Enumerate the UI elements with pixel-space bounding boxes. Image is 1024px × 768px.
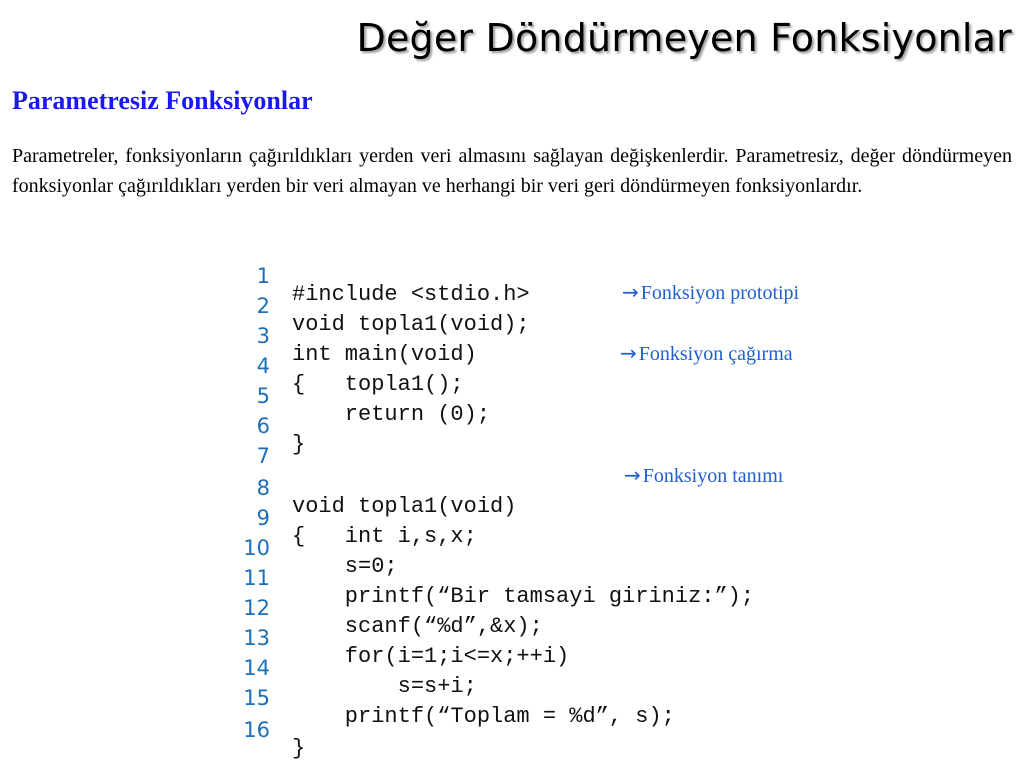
arrow-right-icon: →	[620, 341, 637, 365]
code-text: { int i,s,x;	[292, 524, 477, 549]
code-text: printf(“Bir tamsayi giriniz:”);	[292, 584, 755, 609]
annotation-call	[620, 341, 793, 366]
line-number: 6	[256, 414, 270, 438]
code-text: s=s+i;	[292, 674, 477, 699]
annotation-definition	[624, 463, 783, 488]
code-text: }	[292, 432, 306, 457]
code-text: #include <stdio.h>	[292, 282, 530, 307]
code-text: return (0);	[292, 402, 491, 427]
code-listing	[234, 246, 874, 761]
code-line-8	[234, 458, 517, 519]
code-text: printf(“Toplam = %d”, s);	[292, 704, 675, 729]
annotation-prototype	[622, 280, 799, 305]
code-text: s=0;	[292, 554, 398, 579]
code-text: int main(void)	[292, 342, 477, 367]
line-number: 9	[256, 506, 270, 530]
line-number: 16	[243, 718, 270, 742]
code-text: scanf(“%d”,&x);	[292, 614, 543, 639]
line-number: 8	[256, 476, 270, 500]
code-line-7	[234, 426, 270, 468]
annotation-label: Fonksiyon prototipi	[640, 282, 800, 304]
code-text: for(i=1;i<=x;++i)	[292, 644, 570, 669]
annotation-label: Fonksiyon çağırma	[638, 343, 793, 365]
line-number: 11	[243, 566, 270, 590]
arrow-right-icon: →	[624, 463, 641, 487]
line-number: 4	[256, 354, 270, 378]
line-number: 5	[256, 384, 270, 408]
line-number: 14	[243, 656, 270, 680]
arrow-right-icon: →	[622, 280, 639, 304]
slide-title: Değer Döndürmeyen Fonksiyonlar	[356, 16, 1012, 60]
code-text: void topla1(void);	[292, 312, 530, 337]
line-number: 3	[256, 324, 270, 348]
code-text: { topla1();	[292, 372, 464, 397]
line-number: 13	[243, 626, 270, 650]
code-line-1	[234, 246, 530, 307]
code-text: }	[292, 736, 306, 761]
section-subtitle: Parametresiz Fonksiyonlar	[12, 86, 313, 115]
code-text: void topla1(void)	[292, 494, 517, 519]
code-line-16	[234, 700, 306, 761]
line-number: 10	[243, 536, 270, 560]
line-number: 2	[256, 294, 270, 318]
line-number: 12	[243, 596, 270, 620]
code-line-6	[234, 396, 306, 457]
line-number: 15	[243, 686, 270, 710]
line-number: 1	[256, 264, 270, 288]
body-paragraph: Parametreler, fonksiyonların çağırıldıkları yerden veri almasını sağlayan değişkenlerdir. Parametresiz, değer döndürmeyen fonksiyonlar çağırıldıkları yerden bir veri almayan ve herhangi bir veri geri döndürmeyen fonksiyonlardır.	[12, 145, 1012, 197]
annotation-label: Fonksiyon tanımı	[642, 465, 784, 487]
line-number: 7	[256, 444, 270, 468]
